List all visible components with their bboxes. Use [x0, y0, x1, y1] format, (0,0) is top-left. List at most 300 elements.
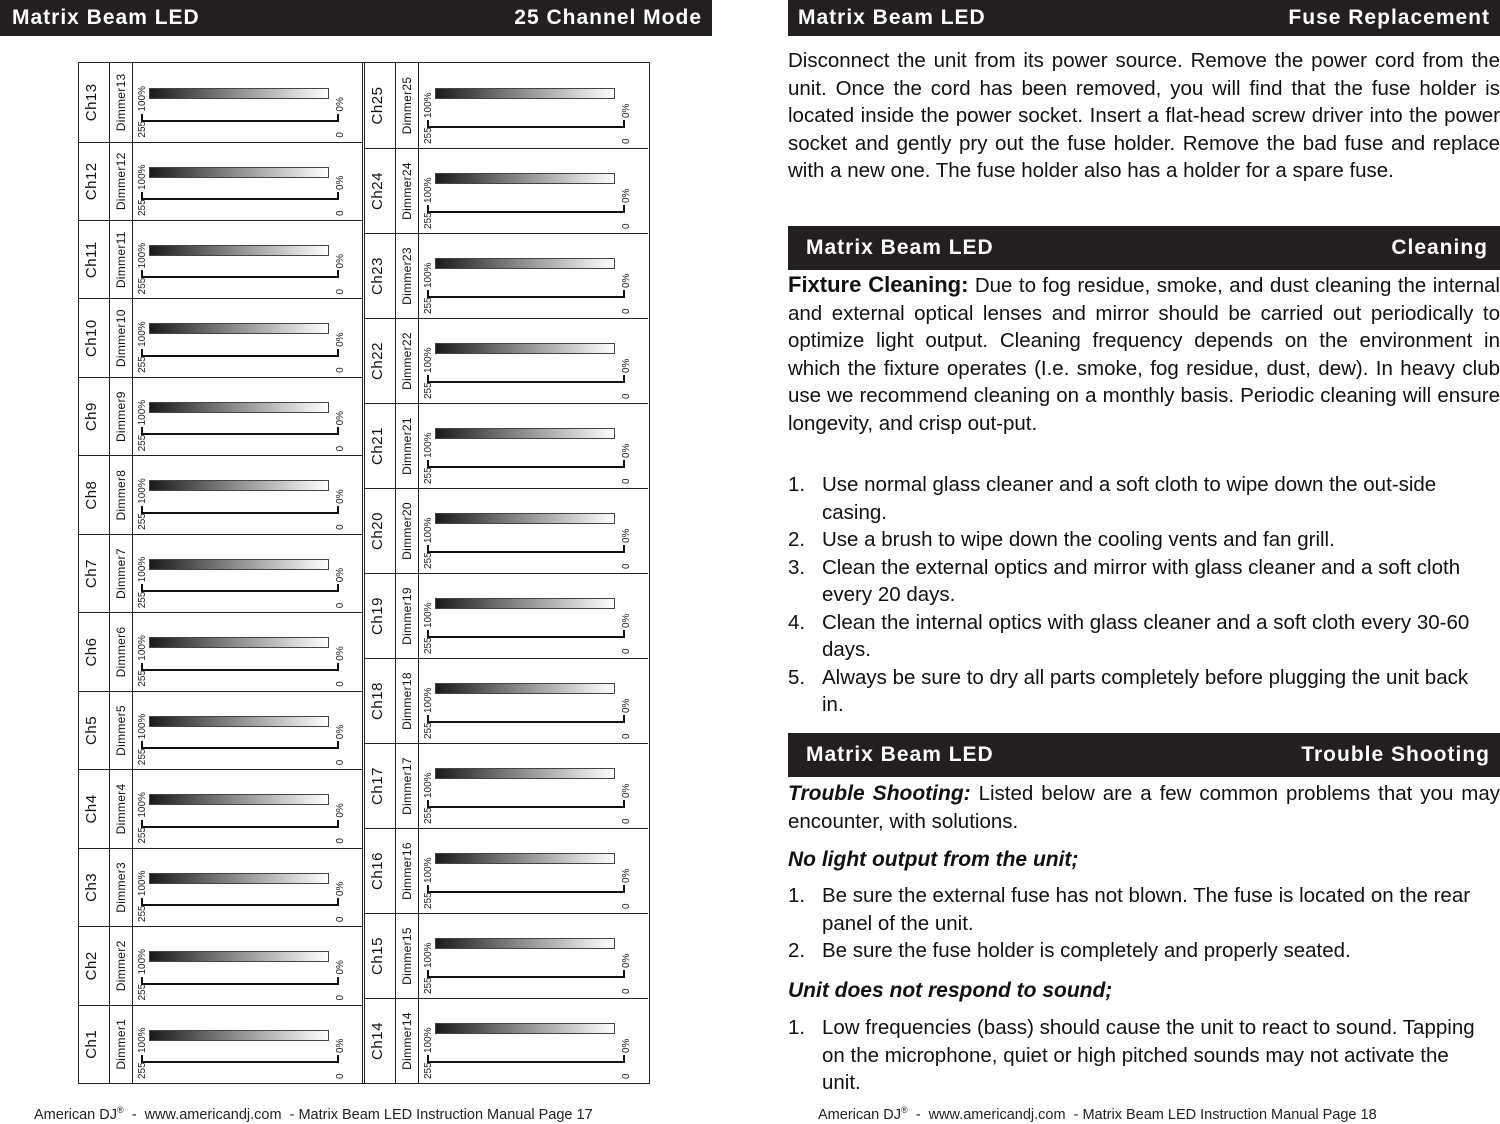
gauge-min-value: 0 — [621, 733, 632, 739]
gauge-max-value: 255 — [137, 356, 148, 373]
fuse-header-title: Matrix Beam LED — [798, 6, 986, 29]
channel-number: Ch7 — [83, 559, 100, 589]
trouble-text: Listed below are a few common problems that you may encounter, with solutions. — [788, 782, 1500, 833]
cleaning-header — [788, 226, 1500, 270]
gauge-max-percent: 100% — [137, 85, 148, 112]
channel-number: Ch14 — [369, 1022, 386, 1060]
channel-column — [79, 63, 362, 141]
gauge-scale-line — [141, 433, 339, 435]
gauge-max-value: 255 — [423, 212, 434, 229]
gauge-top-tick — [427, 290, 429, 298]
footer-brand: American DJ — [34, 1106, 117, 1123]
gauge-top-tick — [427, 800, 429, 808]
channel-column — [79, 691, 362, 769]
gauge-bottom-tick — [337, 820, 339, 828]
gauge-top-tick — [141, 506, 143, 514]
dimmer-gauge — [417, 999, 648, 1083]
channel-number: Ch4 — [83, 794, 100, 824]
gauge-min-value: 0 — [621, 393, 632, 399]
step-number: 4. — [788, 610, 806, 634]
gauge-gradient-bar — [435, 428, 615, 439]
channel-column — [79, 1005, 362, 1083]
gauge-max-value: 255 — [137, 1062, 148, 1079]
channel-function: Dimmer1 — [109, 1006, 133, 1083]
gauge-gradient-bar — [435, 768, 615, 779]
gauge-min-value: 0 — [621, 903, 632, 909]
gauge-min-value: 0 — [335, 759, 346, 766]
gauge-scale-line — [141, 355, 339, 357]
channel-number: Ch6 — [83, 637, 100, 667]
step-text: Low frequencies (bass) should cause the unit to react to sound. Tapping on the microphone, quiet or high pitched sounds may not activate the unit. — [822, 1016, 1475, 1094]
channel-function: Dimmer12 — [109, 143, 133, 220]
cleaning-step — [788, 554, 1488, 609]
trouble-header-section: Trouble Shooting — [1301, 743, 1490, 766]
channel-number: Ch15 — [369, 937, 386, 975]
gauge-min-percent: 0% — [335, 332, 346, 347]
cleaning-step — [788, 609, 1488, 664]
trouble-paragraph — [788, 780, 1500, 835]
gauge-scale-line — [427, 126, 625, 128]
gauge-min-percent: 0% — [621, 443, 632, 458]
channel-number: Ch5 — [83, 715, 100, 745]
gauge-max-percent: 100% — [137, 792, 148, 818]
gauge-gradient-bar — [149, 245, 329, 256]
gauge-bottom-tick — [337, 977, 339, 985]
step-number: 2. — [788, 939, 806, 962]
gauge-scale-line — [427, 976, 625, 978]
gauge-max-value: 255 — [423, 552, 434, 569]
channel-function: Dimmer16 — [395, 829, 419, 913]
gauge-scale-line — [427, 211, 625, 213]
channel-number: Ch20 — [369, 512, 386, 550]
fuse-header — [788, 0, 1500, 36]
gauge-scale-line — [141, 198, 339, 200]
gauge-top-tick — [141, 741, 143, 749]
fuse-header-section: Fuse Replacement — [1288, 6, 1490, 29]
step-number: 1. — [788, 1016, 806, 1039]
gauge-min-percent: 0% — [335, 646, 346, 661]
channel-number: Ch8 — [83, 480, 100, 510]
channel-number: Ch21 — [369, 427, 386, 465]
gauge-max-value: 255 — [137, 905, 148, 923]
header-section: 25 Channel Mode — [514, 6, 702, 29]
gauge-gradient-bar — [149, 951, 329, 962]
channel-column — [365, 913, 648, 998]
gauge-min-percent: 0% — [335, 97, 346, 112]
gauge-min-value: 0 — [335, 838, 346, 844]
cleaning-header-title: Matrix Beam LED — [806, 236, 994, 259]
gauge-gradient-bar — [149, 480, 329, 491]
gauge-min-percent: 0% — [335, 1038, 346, 1053]
channel-function: Dimmer18 — [395, 659, 419, 743]
channel-number: Ch3 — [83, 872, 100, 902]
gauge-min-value: 0 — [335, 994, 346, 1001]
channel-function: Dimmer4 — [109, 770, 133, 847]
gauge-max-value: 255 — [137, 826, 148, 844]
trouble-header-title: Matrix Beam LED — [806, 743, 994, 766]
step-text: Use a brush to wipe down the cooling vents and fan grill. — [822, 528, 1335, 551]
gauge-max-percent: 100% — [137, 713, 148, 740]
gauge-top-tick — [141, 192, 143, 200]
dimmer-gauge — [417, 234, 648, 318]
gauge-gradient-bar — [149, 323, 329, 334]
gauge-max-value: 255 — [423, 467, 434, 484]
dimmer-gauge — [131, 299, 362, 376]
gauge-bottom-tick — [337, 506, 339, 514]
gauge-bottom-tick — [623, 630, 625, 638]
gauge-top-tick — [141, 114, 143, 122]
channel-function: Dimmer21 — [395, 404, 419, 488]
gauge-top-tick — [427, 970, 429, 978]
gauge-top-tick — [427, 630, 429, 638]
gauge-bottom-tick — [623, 885, 625, 893]
solution-step — [788, 1014, 1478, 1097]
channel-column — [365, 573, 648, 658]
gauge-max-percent: 100% — [423, 92, 434, 118]
gauge-max-value: 255 — [137, 670, 148, 687]
channel-column — [365, 63, 648, 148]
gauge-gradient-bar — [149, 716, 329, 727]
gauge-max-percent: 100% — [137, 948, 148, 975]
dimmer-gauge — [131, 535, 362, 612]
gauge-gradient-bar — [149, 402, 329, 413]
gauge-max-percent: 100% — [423, 602, 434, 628]
channel-column — [79, 455, 362, 533]
gauge-min-value: 0 — [335, 916, 346, 923]
gauge-min-percent: 0% — [621, 953, 632, 968]
gauge-min-value: 0 — [335, 445, 346, 452]
gauge-min-percent: 0% — [335, 567, 346, 583]
channel-column — [79, 926, 362, 1004]
gauge-gradient-bar — [435, 683, 615, 694]
gauge-bottom-tick — [623, 715, 625, 723]
gauge-scale-line — [427, 1061, 625, 1063]
gauge-min-percent: 0% — [621, 783, 632, 798]
gauge-gradient-bar — [149, 1030, 329, 1041]
channel-function: Dimmer19 — [395, 574, 419, 658]
gauge-bottom-tick — [623, 375, 625, 383]
dimmer-gauge — [417, 149, 648, 233]
channel-number: Ch1 — [83, 1029, 100, 1059]
gauge-gradient-bar — [149, 794, 329, 805]
channel-function: Dimmer14 — [395, 999, 419, 1083]
gauge-scale-line — [427, 806, 625, 808]
gauge-gradient-bar — [435, 88, 615, 99]
gauge-top-tick — [141, 1055, 143, 1063]
cleaning-paragraph — [788, 271, 1500, 437]
gauge-bottom-tick — [337, 114, 339, 122]
gauge-scale-line — [141, 747, 339, 749]
dimmer-channel-table — [78, 62, 650, 1084]
gauge-min-value: 0 — [335, 367, 346, 373]
channel-function: Dimmer20 — [395, 489, 419, 573]
cleaning-step — [788, 471, 1488, 526]
dimmer-gauge — [131, 378, 362, 455]
dimmer-gauge — [131, 770, 362, 847]
left-page-footer — [34, 1105, 593, 1123]
gauge-max-value: 255 — [137, 513, 148, 530]
gauge-gradient-bar — [149, 637, 329, 648]
channel-function: Dimmer2 — [109, 927, 133, 1004]
gauge-top-tick — [141, 584, 143, 592]
step-number: 3. — [788, 555, 806, 579]
gauge-scale-line — [141, 1061, 339, 1063]
gauge-bottom-tick — [623, 800, 625, 808]
gauge-max-percent: 100% — [423, 347, 434, 373]
cleaning-steps-list — [788, 471, 1488, 719]
gauge-scale-line — [427, 636, 625, 638]
channel-function: Dimmer13 — [109, 63, 133, 141]
step-text: Be sure the fuse holder is completely and properly seated. — [822, 939, 1351, 962]
gauge-bottom-tick — [337, 584, 339, 592]
gauge-max-value: 255 — [137, 983, 148, 1001]
gauge-max-percent: 100% — [423, 772, 434, 798]
solution-step — [788, 937, 1478, 965]
gauge-min-percent: 0% — [335, 254, 346, 269]
step-number: 2. — [788, 528, 806, 551]
trouble-header — [788, 733, 1500, 777]
gauge-min-value: 0 — [621, 478, 632, 484]
gauge-bottom-tick — [337, 349, 339, 357]
gauge-scale-line — [427, 381, 625, 383]
gauge-max-value: 255 — [137, 748, 148, 766]
gauge-max-value: 255 — [423, 127, 434, 144]
gauge-top-tick — [427, 375, 429, 383]
gauge-min-percent: 0% — [335, 724, 346, 740]
gauge-bottom-tick — [623, 290, 625, 298]
channel-column — [79, 142, 362, 220]
channel-number: Ch25 — [369, 86, 386, 125]
gauge-max-percent: 100% — [423, 942, 434, 968]
gauge-max-value: 255 — [137, 277, 148, 295]
channel-number: Ch2 — [83, 951, 100, 981]
gauge-max-percent: 100% — [137, 635, 148, 661]
gauge-min-percent: 0% — [621, 1038, 632, 1053]
right-page-footer — [818, 1105, 1377, 1123]
dimmer-gauge — [131, 692, 362, 769]
dimmer-gauge — [417, 319, 648, 403]
gauge-bottom-tick — [337, 1055, 339, 1063]
step-text: Clean the internal optics with glass cleaner and a soft cloth every 30-60 days. — [822, 610, 1470, 661]
dimmer-gauge — [417, 63, 648, 148]
step-text: Clean the external optics and mirror with glass cleaner and a soft cloth every 20 days. — [822, 555, 1461, 606]
dimmer-gauge — [131, 927, 362, 1004]
step-text: Be sure the external fuse has not blown. The fuse is located on the rear panel of the unit. — [822, 884, 1471, 935]
gauge-gradient-bar — [435, 853, 615, 864]
channel-column — [79, 848, 362, 926]
gauge-gradient-bar — [149, 559, 329, 570]
gauge-min-percent: 0% — [621, 868, 632, 883]
channel-column — [79, 612, 362, 690]
channel-function: Dimmer24 — [395, 149, 419, 233]
gauge-scale-line — [141, 590, 339, 592]
gauge-min-percent: 0% — [621, 698, 632, 713]
channel-number: Ch10 — [83, 319, 100, 358]
gauge-min-percent: 0% — [621, 273, 632, 288]
trouble-lead: Trouble Shooting: — [788, 782, 971, 805]
gauge-top-tick — [141, 820, 143, 828]
cleaning-step — [788, 526, 1488, 554]
gauge-bottom-tick — [337, 741, 339, 749]
step-number: 5. — [788, 665, 806, 689]
channel-function: Dimmer22 — [395, 319, 419, 403]
channel-column — [79, 769, 362, 847]
gauge-top-tick — [427, 120, 429, 128]
channel-number: Ch13 — [83, 83, 100, 122]
gauge-min-value: 0 — [335, 288, 346, 295]
gauge-bottom-tick — [337, 898, 339, 906]
channel-group-14-25 — [365, 63, 648, 1083]
right-page — [750, 0, 1500, 1124]
gauge-max-percent: 100% — [137, 164, 148, 191]
gauge-min-value: 0 — [621, 1073, 632, 1079]
dimmer-gauge — [417, 829, 648, 913]
gauge-max-value: 255 — [137, 591, 148, 609]
gauge-top-tick — [141, 977, 143, 985]
cleaning-header-section: Cleaning — [1391, 236, 1488, 259]
channel-column — [365, 148, 648, 233]
gauge-gradient-bar — [435, 173, 615, 184]
gauge-min-percent: 0% — [335, 881, 346, 897]
gauge-max-percent: 100% — [423, 432, 434, 458]
step-number: 1. — [788, 473, 806, 496]
gauge-scale-line — [141, 983, 339, 985]
gauge-top-tick — [141, 663, 143, 671]
dimmer-gauge — [131, 63, 362, 141]
channel-column — [365, 403, 648, 488]
footer-registered-mark: ® — [901, 1105, 908, 1115]
gauge-bottom-tick — [337, 663, 339, 671]
fuse-paragraph: Disconnect the unit from its power source. Remove the power cord from the unit. Once the cord has been removed, you will find that the fuse holder is located inside the power socket. Insert a flat-head screw driver into the power socket and gently pry out the fuse holder. Remove the bad fuse and replace with a new one. The fuse holder also has a holder for a spare fuse. — [788, 49, 1500, 182]
left-page-header — [0, 0, 712, 36]
gauge-max-percent: 100% — [423, 687, 434, 713]
gauge-max-value: 255 — [137, 434, 148, 452]
channel-column — [365, 998, 648, 1083]
channel-function: Dimmer23 — [395, 234, 419, 318]
gauge-top-tick — [427, 460, 429, 468]
gauge-min-percent: 0% — [621, 613, 632, 628]
gauge-min-value: 0 — [621, 138, 632, 144]
gauge-max-value: 255 — [423, 637, 434, 654]
gauge-scale-line — [427, 891, 625, 893]
gauge-gradient-bar — [435, 258, 615, 269]
step-text: Always be sure to dry all parts completely before plugging the unit back in. — [822, 665, 1469, 716]
channel-number: Ch12 — [83, 162, 100, 201]
gauge-gradient-bar — [435, 343, 615, 354]
channel-function: Dimmer10 — [109, 299, 133, 376]
gauge-max-percent: 100% — [423, 262, 434, 288]
gauge-bottom-tick — [623, 205, 625, 213]
problem-2-heading: Unit does not respond to sound; — [788, 979, 1113, 1002]
gauge-gradient-bar — [435, 598, 615, 609]
channel-function: Dimmer6 — [109, 613, 133, 690]
gauge-min-value: 0 — [335, 681, 346, 687]
solution-step — [788, 882, 1478, 937]
channel-column — [365, 233, 648, 318]
gauge-gradient-bar — [149, 167, 329, 178]
problem-1-heading: No light output from the unit; — [788, 848, 1079, 871]
gauge-min-percent: 0% — [335, 960, 346, 975]
footer-text: - www.americandj.com - Matrix Beam LED Instruction Manual Page 18 — [907, 1106, 1377, 1123]
gauge-max-value: 255 — [137, 199, 148, 217]
gauge-gradient-bar — [435, 1023, 615, 1034]
gauge-max-percent: 100% — [137, 1027, 148, 1053]
channel-column — [79, 377, 362, 455]
gauge-min-value: 0 — [335, 1073, 346, 1079]
gauge-max-percent: 100% — [423, 177, 434, 203]
channel-number: Ch9 — [83, 402, 100, 432]
dimmer-gauge — [417, 659, 648, 743]
gauge-gradient-bar — [149, 873, 329, 884]
gauge-min-percent: 0% — [335, 803, 346, 818]
channel-column — [79, 220, 362, 298]
gauge-min-value: 0 — [621, 818, 632, 824]
channel-column — [365, 488, 648, 573]
header-title: Matrix Beam LED — [12, 6, 200, 29]
gauge-min-percent: 0% — [621, 528, 632, 543]
channel-number: Ch18 — [369, 682, 386, 720]
channel-column — [79, 534, 362, 612]
gauge-bottom-tick — [623, 1055, 625, 1063]
channel-number: Ch11 — [83, 241, 100, 279]
gauge-min-value: 0 — [335, 602, 346, 609]
problem-1-steps — [788, 882, 1478, 965]
footer-brand: American DJ — [818, 1106, 901, 1123]
gauge-scale-line — [427, 551, 625, 553]
gauge-max-percent: 100% — [137, 478, 148, 504]
gauge-max-percent: 100% — [423, 857, 434, 883]
channel-function: Dimmer8 — [109, 456, 133, 533]
gauge-min-percent: 0% — [335, 410, 346, 426]
dimmer-gauge — [131, 456, 362, 533]
gauge-scale-line — [141, 512, 339, 514]
channel-column — [365, 658, 648, 743]
footer-registered-mark: ® — [117, 1105, 124, 1115]
gauge-bottom-tick — [337, 192, 339, 200]
gauge-min-value: 0 — [335, 132, 346, 138]
gauge-min-percent: 0% — [621, 103, 632, 118]
gauge-top-tick — [427, 205, 429, 213]
channel-column — [365, 828, 648, 913]
gauge-scale-line — [427, 296, 625, 298]
gauge-top-tick — [141, 898, 143, 906]
dimmer-gauge — [131, 849, 362, 926]
gauge-max-percent: 100% — [137, 399, 148, 426]
channel-function: Dimmer17 — [395, 744, 419, 828]
gauge-max-value: 255 — [423, 807, 434, 824]
gauge-min-percent: 0% — [621, 358, 632, 373]
cleaning-step — [788, 664, 1488, 719]
gauge-gradient-bar — [149, 88, 329, 99]
gauge-max-percent: 100% — [423, 517, 434, 543]
gauge-max-value: 255 — [423, 722, 434, 739]
gauge-max-percent: 100% — [137, 870, 148, 897]
dimmer-gauge — [417, 914, 648, 998]
channel-function: Dimmer9 — [109, 378, 133, 455]
gauge-top-tick — [427, 1055, 429, 1063]
dimmer-gauge — [417, 404, 648, 488]
gauge-min-value: 0 — [335, 524, 346, 530]
channel-function: Dimmer3 — [109, 849, 133, 926]
gauge-gradient-bar — [435, 513, 615, 524]
problem-2-steps — [788, 1014, 1478, 1097]
footer-text: - www.americandj.com - Matrix Beam LED Instruction Manual Page 17 — [123, 1106, 593, 1123]
dimmer-gauge — [131, 221, 362, 298]
gauge-min-value: 0 — [621, 988, 632, 994]
dimmer-gauge — [131, 613, 362, 690]
gauge-bottom-tick — [623, 970, 625, 978]
dimmer-gauge — [131, 143, 362, 220]
